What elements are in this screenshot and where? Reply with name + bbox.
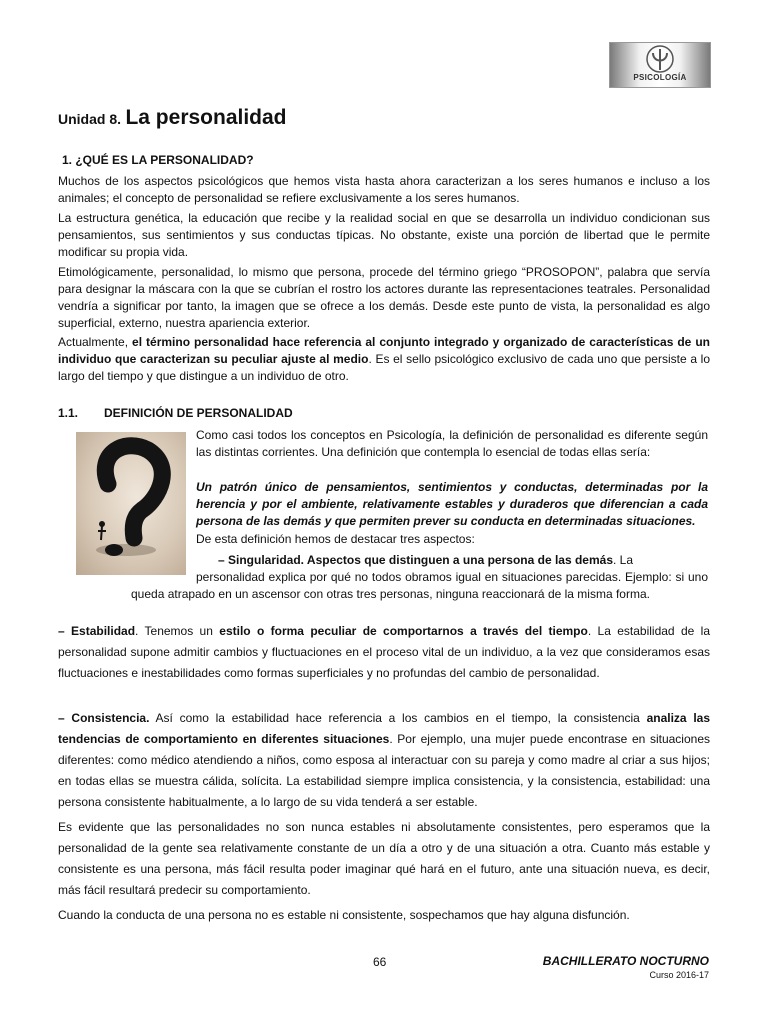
subsection-number: 1.1. — [58, 406, 79, 420]
psi-icon — [645, 44, 675, 74]
footer-course: Curso 2016-17 — [649, 970, 709, 980]
consistency-term: – Consistencia. — [58, 711, 150, 725]
paragraph-intro: Muchos de los aspectos psicológicos que hemos vista hasta ahora caracterizan a los seres humanos e incluso a los animales; el concepto de personalidad se refiere exclusivamente a los seres humanos. — [58, 174, 710, 205]
paragraph-predictability: Es evidente que las personalidades no son nunca estables ni absolutamente consistentes, pero esperamos que la personalidad de la gente sea relativamente constante de un día a otro y de una situación a otra. Cuanto más estable y consistente es una persona, más fácil resulta poder imaginar qué hará en el futuro, ante una situación nueva, es decir, más fácil resultará predecir su comportamiento. — [58, 820, 710, 897]
paragraph-etymology: Etimológicamente, personalidad, lo mismo que persona, procede del término griego “PROSOPON”, palabra que servía para designar la máscara con la que se cubrían el rostro los actores durante las representaciones teatrales. Personalidad vendría a significar por tanto, la imagen que se ofrece a los demás. Desde este punto de vista, la personalidad es algo superficial, externo, nuestra apariencia exterior. — [58, 265, 710, 330]
stability-paragraph: – Estabilidad. Tenemos un estilo o forma peculiar de comportarnos a través del tiempo. La estabilidad de la personalidad supone admitir cambios y fluctuaciones en el proceso vital de un individuo, a la vez que consideramos esas fluctuaciones e inestabilidades como formas superficiales y no profundas del cambio de personalidad. — [58, 624, 710, 680]
personality-definition: Un patrón único de pensamientos, sentimientos y conductas, determinadas por la herencia y por el ambiente, relativamente estables y duraderos que diferencian a cada persona de las demás y que permiten prever su conducta en determinadas situaciones. — [196, 480, 708, 528]
unit-label: Unidad 8. — [58, 111, 122, 127]
section-heading: 1. ¿QUÉ ES LA PERSONALIDAD? — [62, 153, 254, 167]
question-mark-icon — [76, 432, 186, 575]
stability-key: estilo o forma peculiar de comportarnos a través del tiempo — [219, 624, 588, 638]
question-mark-image — [76, 432, 186, 575]
aspects-intro: De esta definición hemos de destacar tres aspectos: — [196, 532, 475, 546]
definition-intro: Como casi todos los conceptos en Psicología, la definición de personalidad es diferente según las distintas corrientes. Una definición que contempla lo esencial de todas ellas sería: — [196, 428, 708, 459]
subsection-heading — [58, 406, 293, 420]
footer — [543, 954, 709, 980]
singularity-term: – Singularidad. Aspectos que distinguen a una persona de las demás — [218, 553, 613, 567]
consistency-key: analiza las tendencias de comportamiento en diferentes situaciones — [58, 711, 711, 746]
key-definition: el término personalidad hace referencia al conjunto integrado y organizado de características de un individuo que caracterizan su peculiar ajuste al medio — [58, 335, 711, 366]
consistency-paragraph: – Consistencia. Así como la estabilidad hace referencia a los cambios en el tiempo, la consistencia analiza las tendencias de comportamiento en diferentes situaciones. Por ejemplo, una mujer puede encontrase en situaciones diferentes: como médico atendiendo a niños, como esposa al interactuar con su pareja y como madre al criar a sus hijos; en todas ellas se muestra cálida, solícita. La estabilidad siempre implica consistencia, y la consistencia, estabilidad: una persona consistente habitualmente, a lo largo de su vida tenderá a ser estable. — [58, 711, 711, 809]
subsection-title: DEFINICIÓN DE PERSONALIDAD — [104, 406, 293, 420]
paragraph-current-definition: Actualmente, el término personalidad hace referencia al conjunto integrado y organizado de características de un individuo que caracterizan su peculiar ajuste al medio. Es el sello psicológico exclusivo de cada uno que persiste a lo largo del tiempo y que distingue a un individuo de otro. — [58, 335, 711, 383]
footer-program: BACHILLERATO NOCTURNO — [542, 954, 709, 968]
stability-term: – Estabilidad — [58, 624, 136, 638]
singularity-explanation: personalidad explica por qué no todos obramos igual en situaciones parecidas. Ejemplo: si uno queda atrapado en un ascensor con otras tres personas, ninguna reaccionará de la misma forma. — [131, 570, 708, 601]
page-number: 66 — [373, 955, 387, 969]
paragraph-genetics: La estructura genética, la educación que recibe y la realidad social en que se desarrolla un individuo condicionan sus pensamientos, sus sentimientos y sus conductas típicas. No obstante, existe una porción de libertad que le permite modificar su propia vida. — [58, 211, 710, 259]
psychology-logo — [609, 42, 711, 88]
unit-title: La personalidad — [125, 106, 287, 129]
paragraph-dysfunction: Cuando la conducta de una persona no es estable ni consistente, sospechamos que hay alguna disfunción. — [58, 908, 630, 922]
page-title — [58, 106, 287, 130]
singularity-line: – Singularidad. Aspectos que distinguen a una persona de las demás. La — [218, 553, 634, 567]
logo-text: PSICOLOGÍA — [633, 73, 687, 82]
